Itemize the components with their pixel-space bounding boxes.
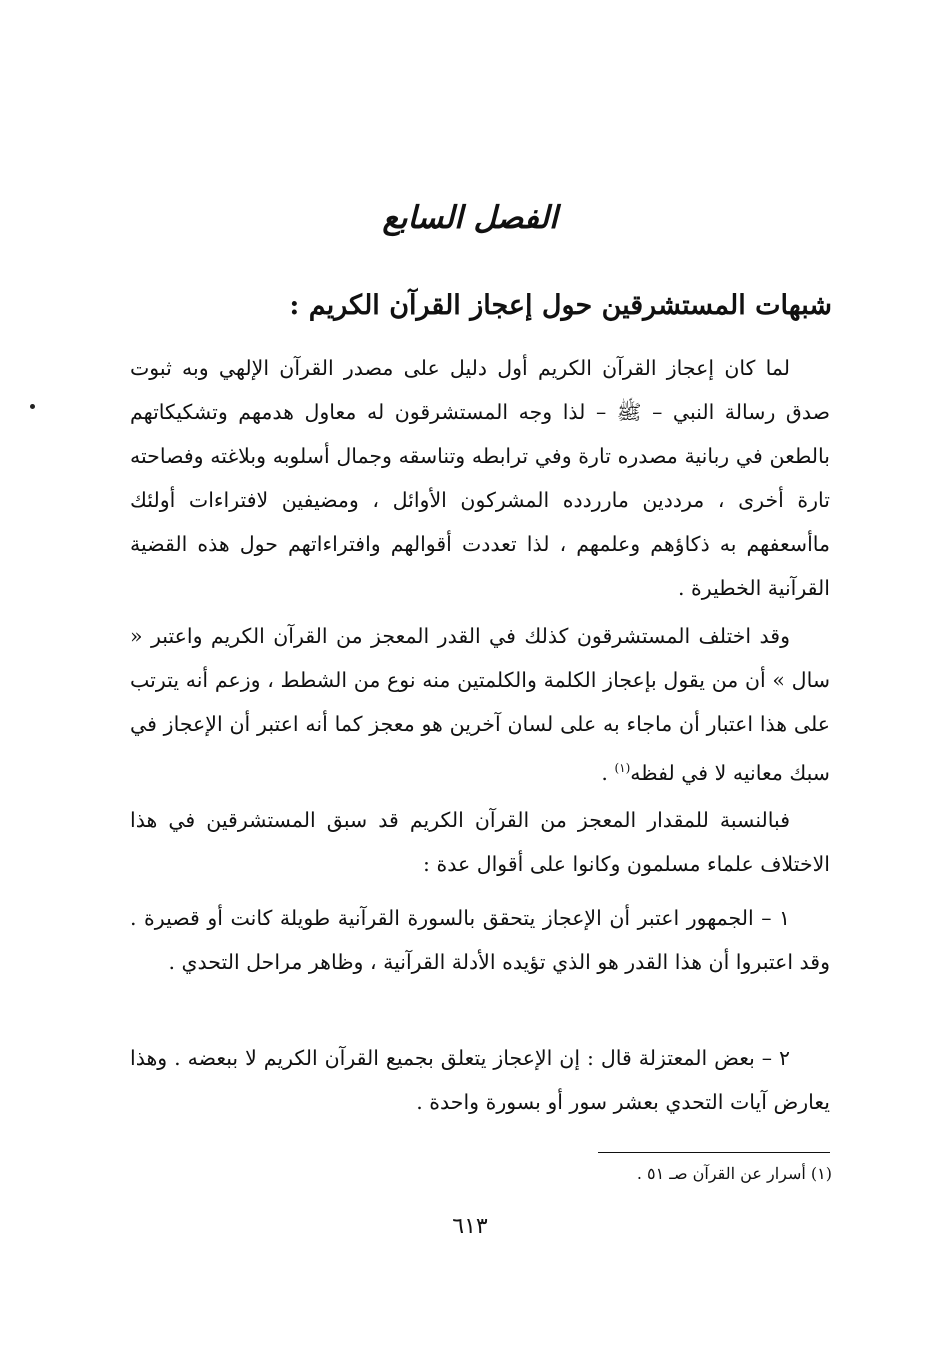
paragraph-3: فبالنسبة للمقدار المعجز من القرآن الكريم قد سبق المستشرقين في هذا الاختلاف علماء مسلمون وكانوا على أقوال عدة :	[130, 808, 830, 876]
paragraph-2-end: .	[601, 760, 615, 785]
list-item-2: ٢ – بعض المعتزلة قال : إن الإعجاز يتعلق بجميع القرآن الكريم لا ببعضه . وهذا يعارض آيات التحدي بعشر سور أو بسورة واحدة .	[130, 1046, 830, 1114]
paragraph-2	[130, 614, 830, 795]
footnote: (١) أسرار عن القرآن صـ ٥١ .	[636, 1164, 832, 1183]
margin-dot	[30, 404, 35, 409]
footnote-reference[interactable]: (١)	[614, 761, 631, 775]
footnote-divider	[598, 1152, 830, 1153]
page-number: ٦١٣	[452, 1214, 488, 1239]
section-heading: شبهات المستشرقين حول إعجاز القرآن الكريم :	[289, 290, 832, 321]
paragraph-2-text: وقد اختلف المستشرقون كذلك في القدر المعجز من القرآن الكريم واعتبر « سال » أن من يقول بإعجاز الكلمة والكلمتين منه نوع من الشطط ، وزعم أنه يترتب على هذا اعتبار أن ماجاء به على لسان آخرين هو معجز كما أنه اعتبر أن الإعجاز في سبك معانيه لا في لفظه	[130, 624, 830, 785]
chapter-title: الفصل السابع	[382, 200, 558, 236]
list-item-1: ١ – الجمهور اعتبر أن الإعجاز يتحقق بالسورة القرآنية طويلة كانت أو قصيرة . وقد اعتبروا أن هذا القدر هو الذي تؤيده الأدلة القرآنية ، وظاهر مراحل التحدي .	[130, 906, 830, 974]
paragraph-1: لما كان إعجاز القرآن الكريم أول دليل على مصدر القرآن الإلهي وبه ثبوت صدق رسالة النبي – ﷺ – لذا وجه المستشرقون له معاول هدمهم وتشكيكاتهم بالطعن في ربانية مصدره تارة وفي ترابطه وتناسقه وجمال أسلوبه وبلاغته وفصاحته تارة أخرى ، مرددين مارردده المشركون الأوائل ، ومضيفين لافتراءات أولئك ماأسعفهم به ذكاؤهم وعلمهم ، لذا تعددت أقوالهم وافتراءاتهم حول هذه القضية القرآنية الخطيرة .	[130, 356, 830, 600]
